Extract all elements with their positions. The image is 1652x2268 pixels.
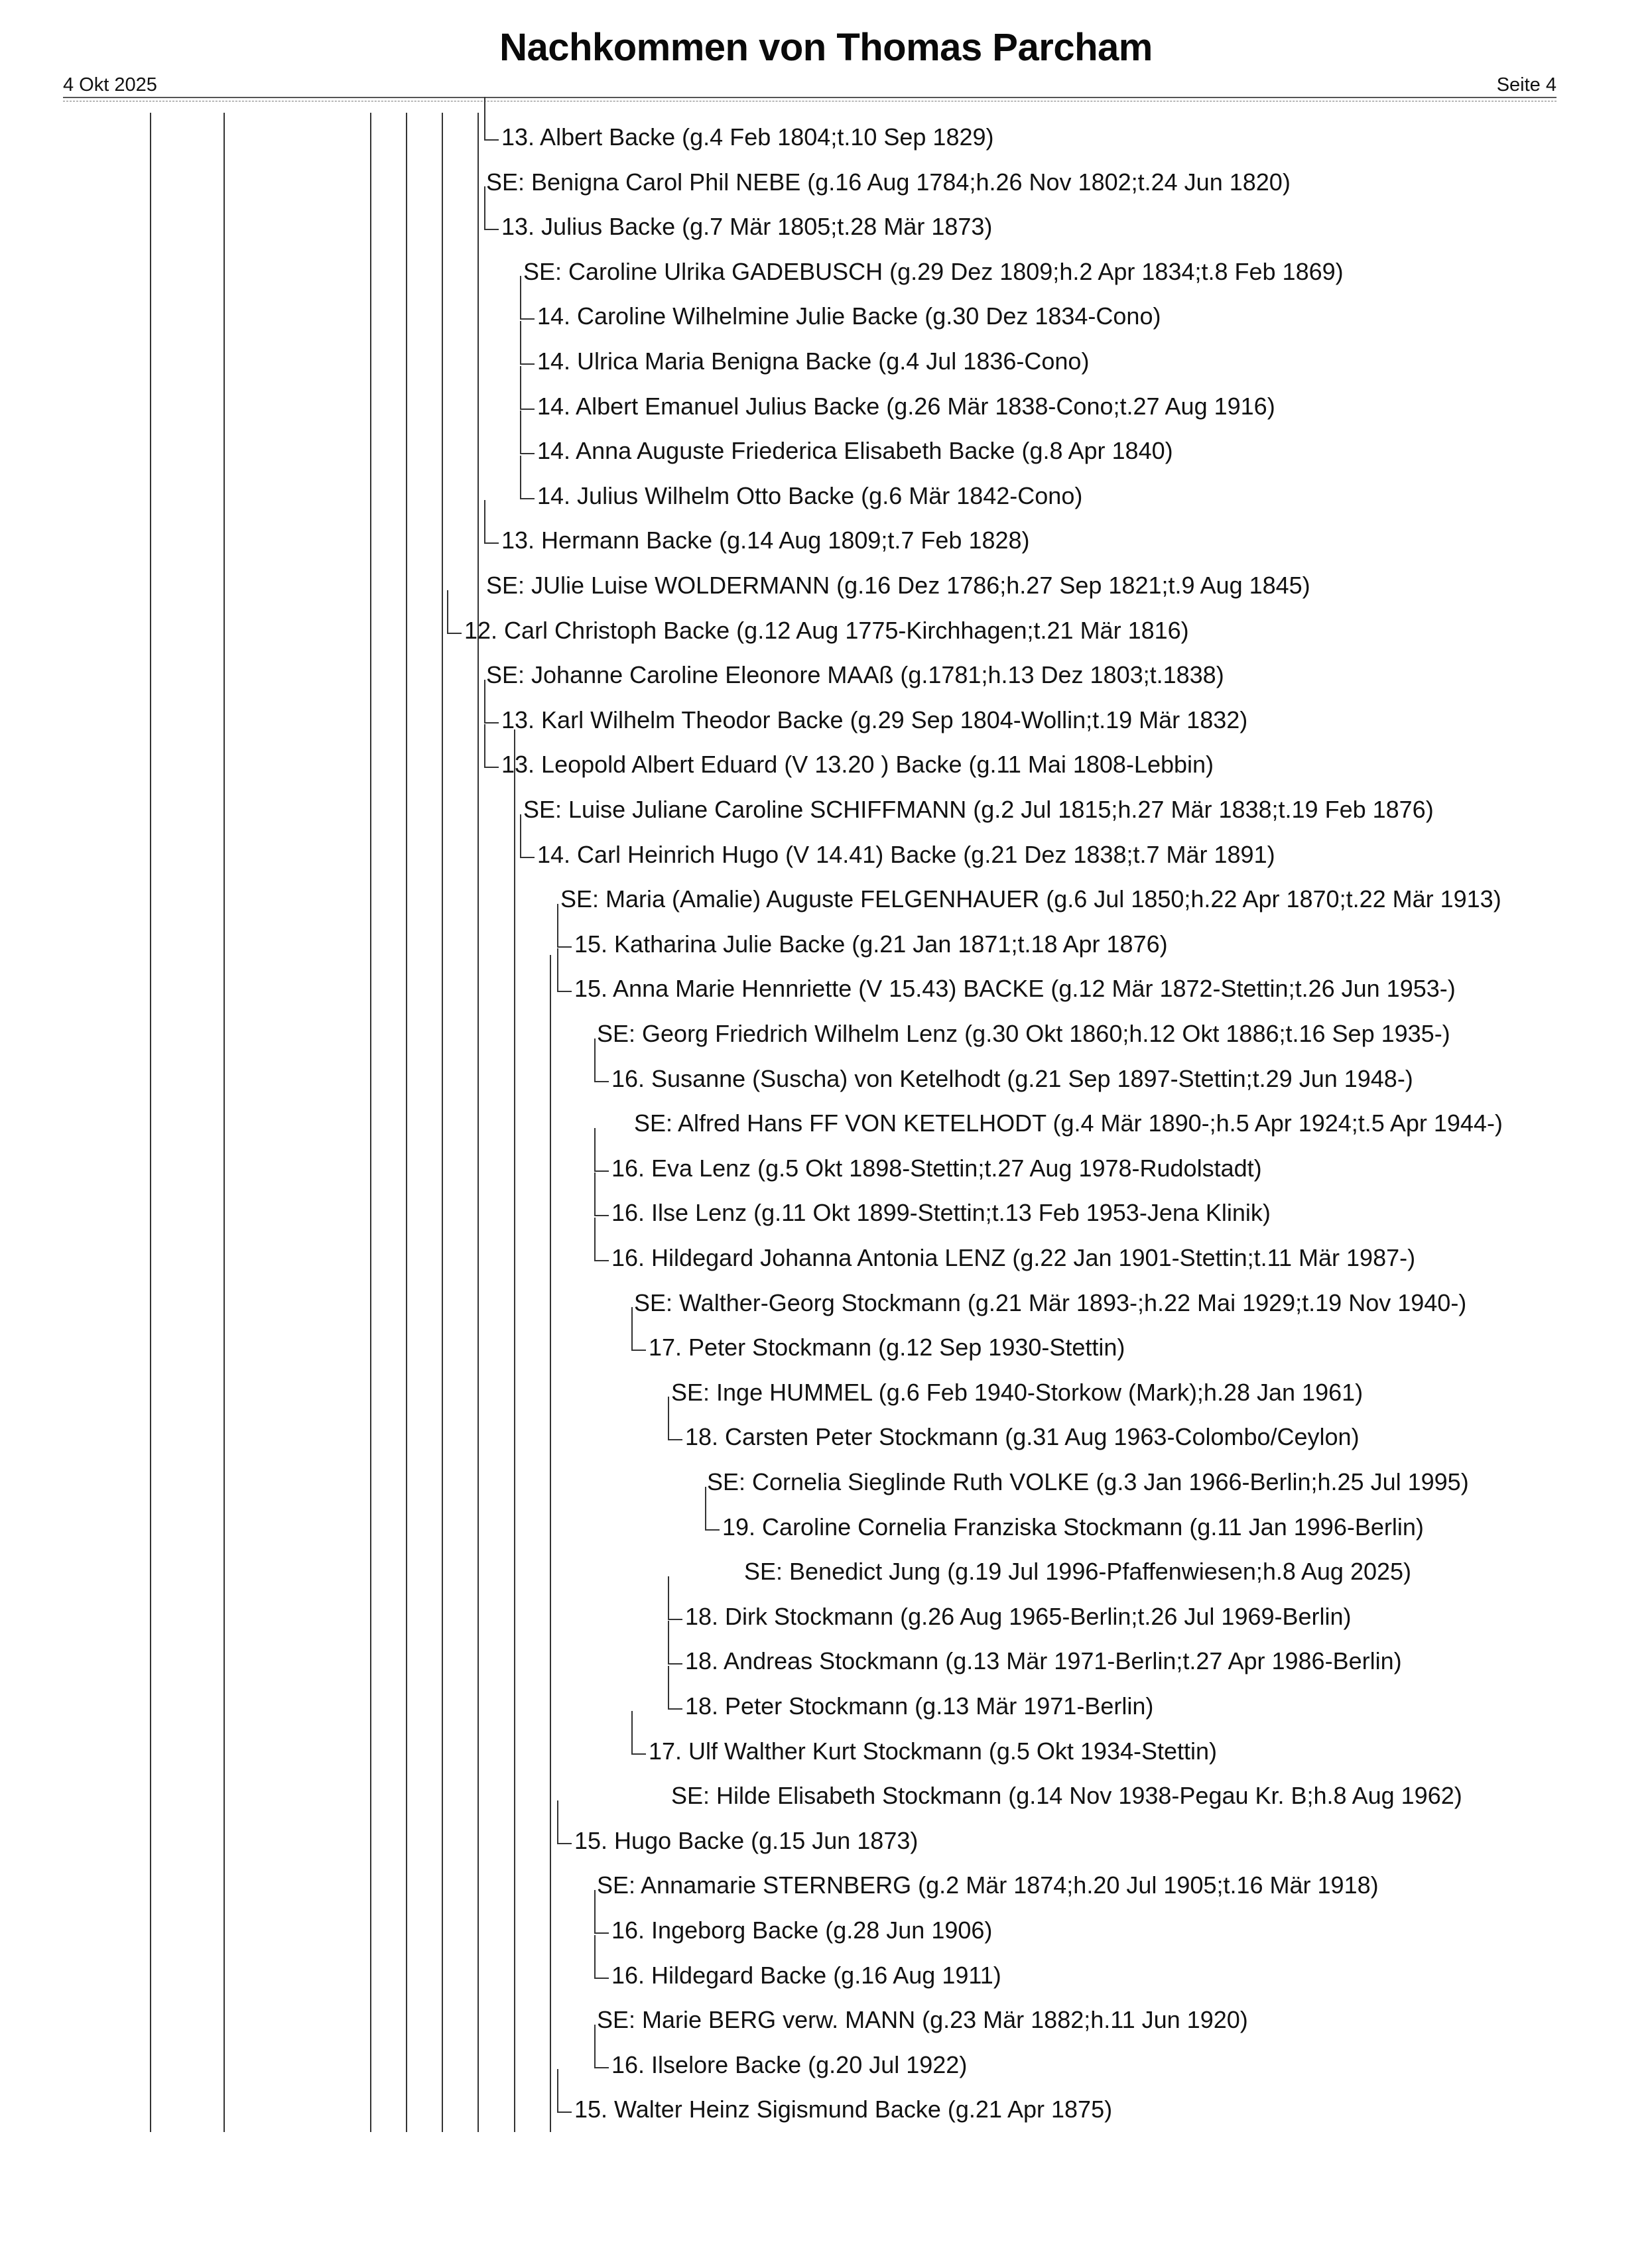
tree-branch-connector xyxy=(557,948,558,992)
tree-branch-tick xyxy=(594,2067,609,2068)
person-entry: 16. Susanne (Suscha) von Ketelhodt (g.21 Sep 1897-Stettin;t.29 Jun 1948-) xyxy=(611,1064,1413,1092)
person-entry: 17. Ulf Walther Kurt Stockmann (g.5 Okt 1934-Stettin) xyxy=(649,1737,1218,1765)
person-entry: 16. Ilselore Backe (g.20 Jul 1922) xyxy=(611,2050,968,2078)
branch-line xyxy=(550,955,551,2132)
tree-branch-tick xyxy=(705,1529,720,1531)
tree-branch-tick xyxy=(668,1708,682,1710)
spouse-entry: SE: Johanne Caroline Eleonore MAAß (g.1781;h.13 Dez 1803;t.1838) xyxy=(486,661,1224,689)
tree-branch-connector xyxy=(594,1039,596,1082)
tree-branch-connector xyxy=(484,500,485,544)
tree-branch-tick xyxy=(557,2111,572,2113)
tree-branch-tick xyxy=(520,318,535,320)
person-entry: 18. Andreas Stockmann (g.13 Mär 1971-Berlin;t.27 Apr 1986-Berlin) xyxy=(685,1647,1402,1675)
person-entry: 13. Julius Backe (g.7 Mär 1805;t.28 Mär 1873) xyxy=(501,213,993,241)
spouse-entry: SE: Luise Juliane Caroline SCHIFFMANN (g.2 Jul 1815;h.27 Mär 1838;t.19 Feb 1876) xyxy=(523,796,1434,823)
spouse-entry: SE: Benedict Jung (g.19 Jul 1996-Pfaffenwiesen;h.8 Aug 2025) xyxy=(744,1558,1412,1586)
tree-branch-tick xyxy=(484,139,499,141)
spouse-entry: SE: Maria (Amalie) Auguste FELGENHAUER (g.6 Jul 1850;h.22 Apr 1870;t.22 Mär 1913) xyxy=(560,885,1501,913)
tree-branch-tick xyxy=(631,1350,646,1351)
tree-branch-tick xyxy=(631,1753,646,1755)
print-date: 4 Okt 2025 xyxy=(63,74,157,95)
person-entry: 15. Hugo Backe (g.15 Jun 1873) xyxy=(574,1826,919,1854)
tree-branch-tick xyxy=(668,1439,682,1440)
tree-branch-connector xyxy=(594,2025,596,2068)
tree-branch-connector xyxy=(484,97,485,141)
person-entry: 19. Caroline Cornelia Franziska Stockmann (g.11 Jan 1996-Berlin) xyxy=(722,1513,1424,1541)
spouse-entry: SE: Annamarie STERNBERG (g.2 Mär 1874;h.20 Jul 1905;t.16 Mär 1918) xyxy=(597,1871,1379,1899)
tree-branch-connector xyxy=(668,1576,669,1620)
person-entry: 14. Carl Heinrich Hugo (V 14.41) Backe (g.21 Dez 1838;t.7 Mär 1891) xyxy=(537,840,1275,868)
tree-branch-tick xyxy=(594,1260,609,1261)
page-number: Seite 4 xyxy=(1496,74,1557,95)
person-entry: 15. Walter Heinz Sigismund Backe (g.21 Apr 1875) xyxy=(574,2096,1113,2123)
ancestor-line xyxy=(442,113,443,2132)
tree-branch-connector xyxy=(557,1800,558,1844)
spouse-entry: SE: Benigna Carol Phil NEBE (g.16 Aug 1784;h.26 Nov 1802;t.24 Jun 1820) xyxy=(486,168,1291,196)
person-entry: 16. Hildegard Backe (g.16 Aug 1911) xyxy=(611,1961,1001,1989)
tree-branch-tick xyxy=(594,1978,609,1979)
tree-branch-tick xyxy=(520,409,535,410)
tree-branch-connector xyxy=(557,904,558,948)
person-entry: 13. Karl Wilhelm Theodor Backe (g.29 Sep 1804-Wollin;t.19 Mär 1832) xyxy=(501,706,1248,733)
tree-branch-tick xyxy=(668,1663,682,1665)
person-entry: 14. Ulrica Maria Benigna Backe (g.4 Jul 1836-Cono) xyxy=(537,347,1090,375)
tree-branch-tick xyxy=(520,363,535,365)
tree-branch-tick xyxy=(594,1215,609,1216)
tree-branch-connector xyxy=(520,814,521,858)
person-entry: 14. Julius Wilhelm Otto Backe (g.6 Mär 1842-Cono) xyxy=(537,481,1083,509)
tree-branch-connector xyxy=(557,2069,558,2113)
tree-branch-tick xyxy=(484,722,499,724)
spouse-entry: SE: Caroline Ulrika GADEBUSCH (g.29 Dez 1809;h.2 Apr 1834;t.8 Feb 1869) xyxy=(523,257,1344,285)
tree-branch-tick xyxy=(557,1843,572,1844)
tree-branch-connector xyxy=(594,1128,596,1172)
person-entry: 14. Anna Auguste Friederica Elisabeth Backe (g.8 Apr 1840) xyxy=(537,437,1173,465)
person-entry: 13. Albert Backe (g.4 Feb 1804;t.10 Sep 1829) xyxy=(501,123,994,151)
person-entry: 18. Peter Stockmann (g.13 Mär 1971-Berlin) xyxy=(685,1692,1154,1720)
person-entry: 18. Dirk Stockmann (g.26 Aug 1965-Berlin;t.26 Jul 1969-Berlin) xyxy=(685,1602,1352,1630)
tree-branch-tick xyxy=(484,767,499,768)
ancestor-line xyxy=(150,113,151,2132)
tree-branch-connector xyxy=(668,1666,669,1710)
tree-branch-connector xyxy=(520,456,521,499)
person-entry: 12. Carl Christoph Backe (g.12 Aug 1775-Kirchhagen;t.21 Mär 1816) xyxy=(464,616,1189,644)
tree-branch-connector xyxy=(484,724,485,768)
person-entry: 18. Carsten Peter Stockmann (g.31 Aug 1963-Colombo/Ceylon) xyxy=(685,1423,1360,1451)
person-entry: 17. Peter Stockmann (g.12 Sep 1930-Stettin) xyxy=(649,1334,1125,1361)
spouse-entry: SE: Hilde Elisabeth Stockmann (g.14 Nov 1938-Pegau Kr. B;h.8 Aug 1962) xyxy=(671,1782,1462,1810)
person-entry: 16. Eva Lenz (g.5 Okt 1898-Stettin;t.27 Aug 1978-Rudolstadt) xyxy=(611,1154,1262,1182)
tree-branch-connector xyxy=(520,366,521,410)
page-title: Nachkommen von Thomas Parcham xyxy=(499,26,1153,69)
tree-branch-connector xyxy=(594,1218,596,1261)
spouse-entry: SE: Cornelia Sieglinde Ruth VOLKE (g.3 Jan 1966-Berlin;h.25 Jul 1995) xyxy=(707,1468,1469,1495)
tree-branch-connector xyxy=(631,1711,633,1755)
tree-branch-connector xyxy=(520,321,521,365)
tree-branch-tick xyxy=(484,542,499,544)
tree-branch-connector xyxy=(631,1307,633,1351)
tree-branch-connector xyxy=(484,186,485,230)
tree-branch-tick xyxy=(484,229,499,230)
tree-branch-tick xyxy=(520,498,535,499)
spouse-entry: SE: Marie BERG verw. MANN (g.23 Mär 1882;h.11 Jun 1920) xyxy=(597,2006,1248,2034)
ancestor-line xyxy=(406,113,407,2132)
tree-branch-tick xyxy=(594,1932,609,1934)
person-entry: 16. Ilse Lenz (g.11 Okt 1899-Stettin;t.13 Feb 1953-Jena Klinik) xyxy=(611,1199,1271,1227)
tree-branch-connector xyxy=(594,1172,596,1216)
person-entry: 13. Hermann Backe (g.14 Aug 1809;t.7 Feb 1828) xyxy=(501,527,1030,554)
tree-branch-connector xyxy=(520,410,521,454)
tree-branch-tick xyxy=(520,453,535,454)
person-entry: 15. Katharina Julie Backe (g.21 Jan 1871;t.18 Apr 1876) xyxy=(574,930,1168,958)
tree-branch-connector xyxy=(705,1487,706,1531)
tree-branch-tick xyxy=(447,633,462,634)
tree-branch-tick xyxy=(557,991,572,992)
person-entry: 14. Albert Emanuel Julius Backe (g.26 Mär 1838-Cono;t.27 Aug 1916) xyxy=(537,392,1275,420)
person-entry: 16. Hildegard Johanna Antonia LENZ (g.22 Jan 1901-Stettin;t.11 Mär 1987-) xyxy=(611,1244,1416,1271)
spouse-entry: SE: JUlie Luise WOLDERMANN (g.16 Dez 1786;h.27 Sep 1821;t.9 Aug 1845) xyxy=(486,572,1310,599)
ancestor-line xyxy=(370,113,371,2132)
tree-branch-connector xyxy=(668,1397,669,1440)
spouse-entry: SE: Walther-Georg Stockmann (g.21 Mär 1893-;h.22 Mai 1929;t.19 Nov 1940-) xyxy=(634,1289,1467,1316)
ancestor-line xyxy=(223,113,225,2132)
tree-branch-connector xyxy=(520,276,521,320)
header-rule xyxy=(63,97,1557,98)
branch-line xyxy=(477,113,479,2132)
tree-branch-connector xyxy=(668,1621,669,1665)
tree-branch-connector xyxy=(484,680,485,724)
branch-line xyxy=(514,729,515,2132)
tree-branch-connector xyxy=(594,1935,596,1979)
tree-branch-tick xyxy=(594,1081,609,1082)
spouse-entry: SE: Georg Friedrich Wilhelm Lenz (g.30 Okt 1860;h.12 Okt 1886;t.16 Sep 1935-) xyxy=(597,1020,1450,1047)
person-entry: 13. Leopold Albert Eduard (V 13.20 ) Backe (g.11 Mai 1808-Lebbin) xyxy=(501,751,1214,779)
person-entry: 16. Ingeborg Backe (g.28 Jun 1906) xyxy=(611,1917,993,1944)
person-entry: 15. Anna Marie Hennriette (V 15.43) BACKE (g.12 Mär 1872-Stettin;t.26 Jun 1953-) xyxy=(574,975,1456,1003)
spouse-entry: SE: Alfred Hans FF VON KETELHODT (g.4 Mär 1890-;h.5 Apr 1924;t.5 Apr 1944-) xyxy=(634,1109,1503,1137)
person-entry: 14. Caroline Wilhelmine Julie Backe (g.30 Dez 1834-Cono) xyxy=(537,302,1161,330)
tree-branch-connector xyxy=(594,1890,596,1934)
tree-branch-connector xyxy=(447,590,448,634)
tree-branch-tick xyxy=(594,1170,609,1172)
tree-branch-tick xyxy=(557,946,572,948)
tree-branch-tick xyxy=(668,1619,682,1620)
spouse-entry: SE: Inge HUMMEL (g.6 Feb 1940-Storkow (Mark);h.28 Jan 1961) xyxy=(671,1378,1364,1406)
tree-branch-tick xyxy=(520,857,535,858)
